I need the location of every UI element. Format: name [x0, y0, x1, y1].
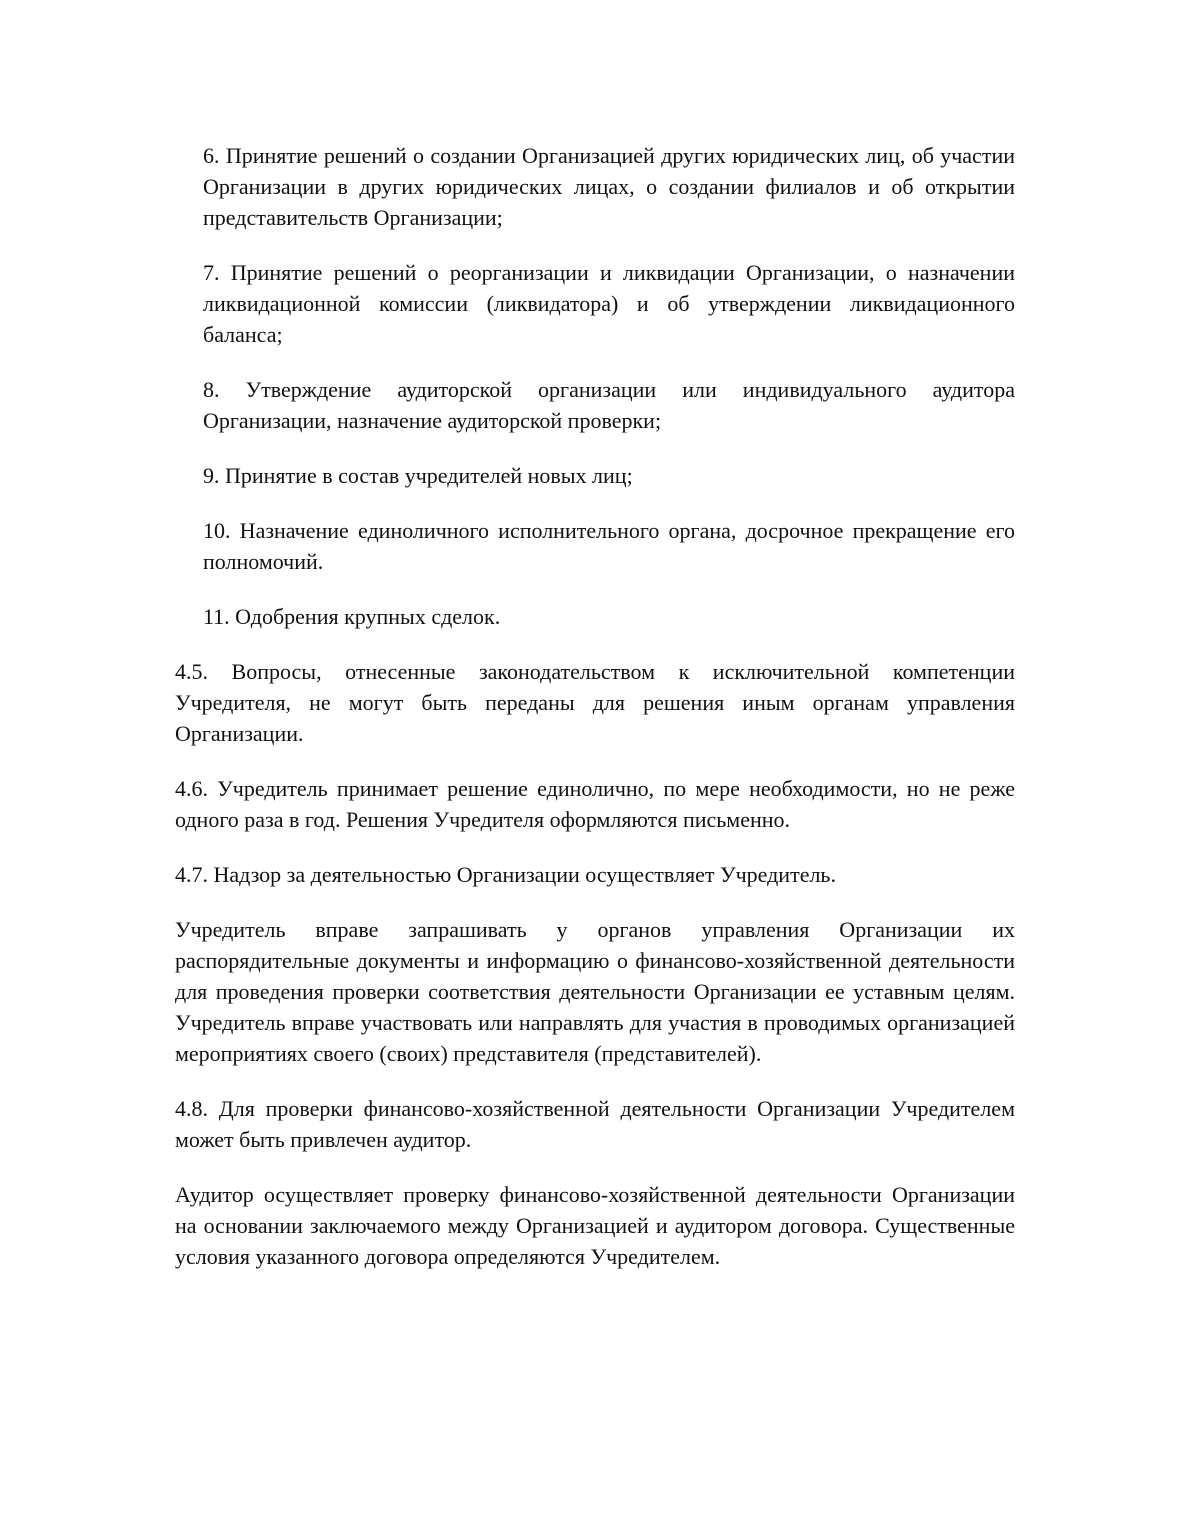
list-item-7: 7. Принятие решений о реорганизации и ликвидации Организации, о назначении ликвидационной комиссии (ликвидатора) и об утверждении ликвидационного баланса;	[203, 260, 1015, 347]
clause-4-7: 4.7. Надзор за деятельностью Организации осуществляет Учредитель.	[175, 862, 836, 887]
list-item-6: 6. Принятие решений о создании Организацией других юридических лиц, об участии Организации в других юридических лицах, о создании филиалов и об открытии представительств Организации;	[203, 143, 1015, 230]
clause-4-7-details: Учредитель вправе запрашивать у органов управления Организации их распорядительные документы и информацию о финансово-хозяйственной деятельности для проведения проверки соответствия деятельности Организации ее уставным целям. Учредитель вправе участвовать или направлять для участия в проводимых организацией мероприятиях своего (своих) представителя (представителей).	[175, 917, 1015, 1066]
document-body	[175, 140, 1015, 1296]
list-item-10: 10. Назначение единоличного исполнительного органа, досрочное прекращение его полномочий.	[203, 518, 1015, 574]
clause-4-8-details: Аудитор осуществляет проверку финансово-хозяйственной деятельности Организации на основании заключаемого между Организацией и аудитором договора. Существенные условия указанного договора определяются Учредителем.	[175, 1182, 1015, 1269]
list-item-11: 11. Одобрения крупных сделок.	[203, 604, 501, 629]
list-item-8: 8. Утверждение аудиторской организации или индивидуального аудитора Организации, назначение аудиторской проверки;	[203, 377, 1015, 433]
list-item-9: 9. Принятие в состав учредителей новых лиц;	[203, 463, 633, 488]
clause-4-5: 4.5. Вопросы, отнесенные законодательством к исключительной компетенции Учредителя, не могут быть переданы для решения иным органам управления Организации.	[175, 659, 1015, 746]
clause-4-8: 4.8. Для проверки финансово-хозяйственной деятельности Организации Учредителем может быть привлечен аудитор.	[175, 1096, 1015, 1152]
clause-4-6: 4.6. Учредитель принимает решение единолично, по мере необходимости, но не реже одного раза в год. Решения Учредителя оформляются письменно.	[175, 776, 1015, 832]
